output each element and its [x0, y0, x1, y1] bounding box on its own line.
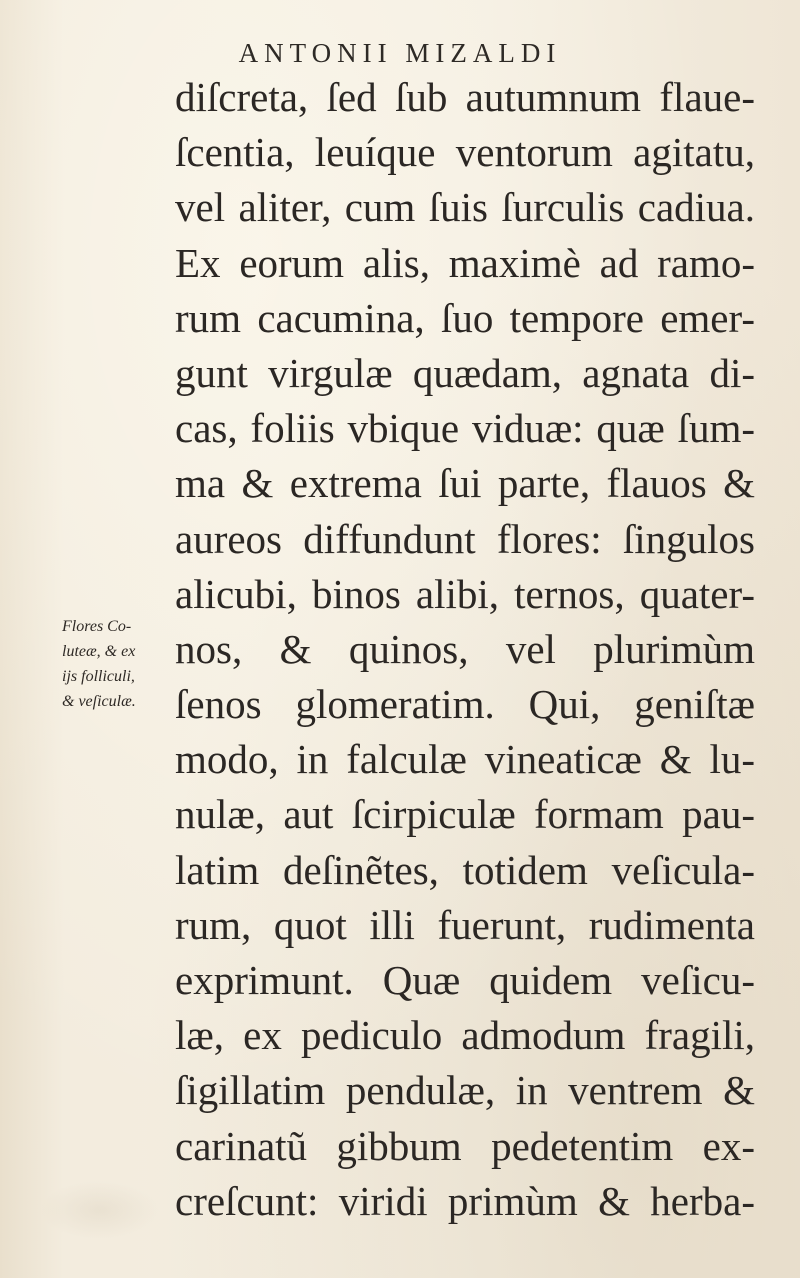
marginal-note-line: & veſiculæ. [62, 693, 136, 710]
text-line: ma & extrema ſui parte, flauos & [175, 460, 755, 507]
text-line: exprimunt. Quæ quidem veſicu- [175, 957, 755, 1003]
marginal-note-line: luteæ, & ex [62, 643, 136, 660]
text-line: nulæ, aut ſcirpiculæ formam pau- [175, 791, 755, 838]
text-line: rum cacumina, ſuo tempore emer- [175, 294, 755, 341]
marginal-note-line: ijs folliculi, [62, 668, 135, 685]
text-line: ſigillatim pendulæ, in ventrem & [175, 1067, 755, 1114]
text-line: nos, & quinos, vel plurimùm [175, 625, 755, 672]
text-line: modo, in falculæ vineaticæ & lu- [175, 736, 755, 783]
text-line: gunt virgulæ quædam, agnata di- [175, 349, 755, 396]
text-line: aureos diffundunt flores: ſingulos [175, 515, 755, 562]
text-line: creſcunt: viridi primùm & herba- [175, 1177, 755, 1224]
running-head: ANTONII MIZALDI [238, 38, 562, 68]
text-line: alicubi, binos alibi, ternos, quater- [175, 570, 755, 617]
text-line: rum, quot illi fuerunt, rudimenta [175, 901, 755, 948]
text-line: ſcentia, leuíque ventorum agitatu, [175, 129, 755, 176]
text-line: diſcreta, ſed ſub autumnum flaue- [175, 74, 755, 120]
text-line: latim deſinẽtes, totidem veſicula- [175, 846, 755, 893]
text-line: læ, ex pediculo admodum fragili, [175, 1012, 755, 1059]
body-text [175, 70, 755, 1229]
text-line: carinatũ gibbum pedetentim ex- [175, 1122, 755, 1169]
text-line: vel aliter, cum ſuis ſurculis cadiua. [175, 184, 755, 231]
marginal-note [62, 614, 172, 714]
text-line: cas, foliis vbique viduæ: quæ ſum- [175, 405, 755, 452]
text-line: ſenos glomeratim. Qui, geniſtæ [175, 681, 755, 728]
paper-stain [40, 1180, 160, 1240]
text-line: Ex eorum alis, maximè ad ramo- [175, 239, 755, 286]
marginal-note-line: Flores Co- [62, 618, 132, 635]
